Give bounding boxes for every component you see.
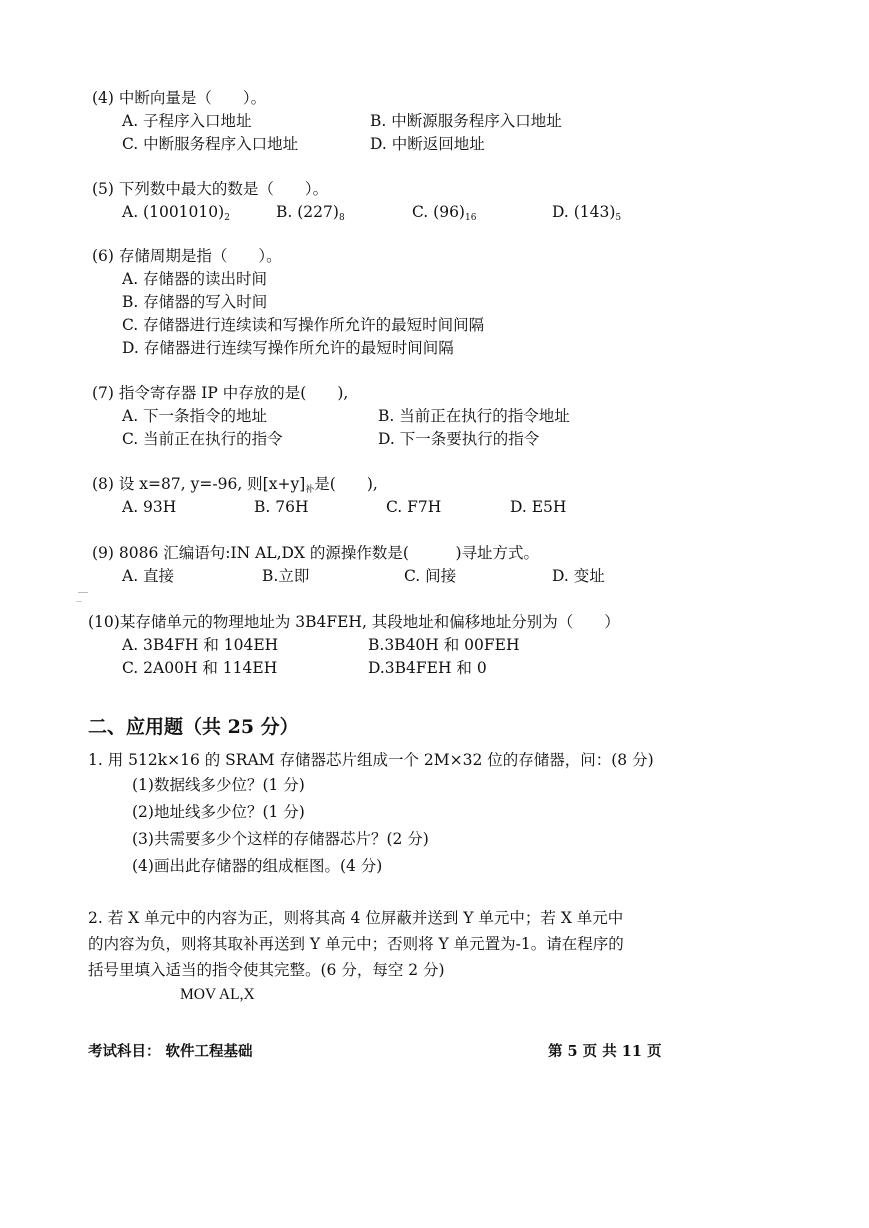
q6-option-a: A. 存储器的读出时间: [122, 270, 268, 288]
q8-complement-subscript: 补: [305, 485, 315, 495]
q9-option-c: C. 间接: [404, 567, 457, 585]
scan-mark: [76, 601, 82, 602]
problem2-line1: 2. 若 X 单元中的内容为正，则将其高 4 位屏蔽并送到 Y 单元中；若 X 单元中: [88, 909, 624, 927]
q10-option-b: B.3B40H 和 00FEH: [368, 636, 520, 654]
q9-option-b: B.立即: [262, 567, 310, 585]
footer-subject: 考试科目： 软件工程基础: [88, 1043, 253, 1060]
q5-option-d-text: D. (143): [552, 203, 616, 221]
q5-option-a-text: A. (1001010): [122, 203, 225, 221]
q8-option-b: B. 76H: [254, 498, 309, 516]
q9-option-d: D. 变址: [552, 567, 605, 585]
q10-option-d: D.3B4FEH 和 0: [368, 659, 487, 677]
problem1-sub1: (1)数据线多少位？(1 分): [132, 776, 305, 794]
q5-option-c-base: 16: [464, 213, 477, 223]
problem2-code-line: MOV AL,X: [180, 986, 255, 1003]
q6-option-c: C. 存储器进行连续读和写操作所允许的最短时间间隔: [122, 316, 485, 334]
q5-option-c-text: C. (96): [412, 203, 465, 221]
q5-option-d: [552, 202, 621, 228]
problem1-sub2: (2)地址线多少位？(1 分): [132, 803, 305, 821]
q10-option-c: C. 2A00H 和 114EH: [122, 659, 278, 677]
q7-stem: (7) 指令寄存器 IP 中存放的是( ),: [92, 384, 349, 402]
q4-option-b: B. 中断源服务程序入口地址: [370, 112, 562, 130]
section-title: 二、应用题（共 25 分）: [88, 716, 299, 738]
q8-option-d: D. E5H: [510, 498, 567, 516]
problem1-sub3: (3)共需要多少个这样的存储器芯片？(2 分): [132, 830, 429, 848]
problem1-sub4: (4)画出此存储器的组成框图。(4 分): [132, 857, 383, 875]
q6-stem: (6) 存储周期是指（ ）。: [92, 247, 282, 265]
q8-stem-tail: 是( ),: [314, 475, 378, 493]
q8-option-c: C. F7H: [386, 498, 442, 516]
q5-option-b: [276, 202, 345, 228]
q9-option-a: A. 直接: [122, 567, 175, 585]
q4-stem: (4) 中断向量是（ ）。: [92, 89, 267, 107]
problem2-line2: 的内容为负，则将其取补再送到 Y 单元中；否则将 Y 单元置为-1。请在程序的: [88, 935, 624, 953]
q8-stem-text: (8) 设 x=87, y=-96, 则[x+y]: [92, 475, 306, 493]
q5-option-b-base: 8: [338, 213, 345, 223]
q10-stem: (10)某存储单元的物理地址为 3B4FEH, 其段地址和偏移地址分别为（ ）: [88, 613, 620, 631]
q6-option-b: B. 存储器的写入时间: [122, 293, 268, 311]
q4-option-c: C. 中断服务程序入口地址: [122, 135, 299, 153]
q5-option-b-text: B. (227): [276, 203, 339, 221]
q4-option-d: D. 中断返回地址: [370, 135, 485, 153]
q6-option-d: D. 存储器进行连续写操作所允许的最短时间间隔: [122, 339, 454, 357]
q7-option-a: A. 下一条指令的地址: [122, 407, 268, 425]
q7-option-b: B. 当前正在执行的指令地址: [378, 407, 570, 425]
q7-option-d: D. 下一条要执行的指令: [378, 430, 540, 448]
q7-option-c: C. 当前正在执行的指令: [122, 430, 283, 448]
problem1-stem: 1. 用 512k×16 的 SRAM 存储器芯片组成一个 2M×32 位的存储器，问：(8 分): [88, 751, 654, 769]
q10-option-a: A. 3B4FH 和 104EH: [122, 636, 279, 654]
q5-stem: (5) 下列数中最大的数是（ ）。: [92, 180, 329, 198]
q5-option-d-base: 5: [615, 213, 622, 223]
q4-option-a: A. 子程序入口地址: [122, 112, 252, 130]
q5-option-a: [122, 202, 230, 228]
q5-option-a-base: 2: [224, 213, 230, 223]
q9-stem: (9) 8086 汇编语句:IN AL,DX 的源操作数是( )寻址方式。: [92, 544, 539, 562]
scan-mark: [78, 592, 88, 593]
problem2-line3: 括号里填入适当的指令使其完整。(6 分，每空 2 分): [88, 961, 445, 979]
q8-option-a: A. 93H: [122, 498, 177, 516]
q5-option-c: [412, 202, 476, 228]
footer-page-number: 第 5 页 共 11 页: [548, 1043, 662, 1060]
